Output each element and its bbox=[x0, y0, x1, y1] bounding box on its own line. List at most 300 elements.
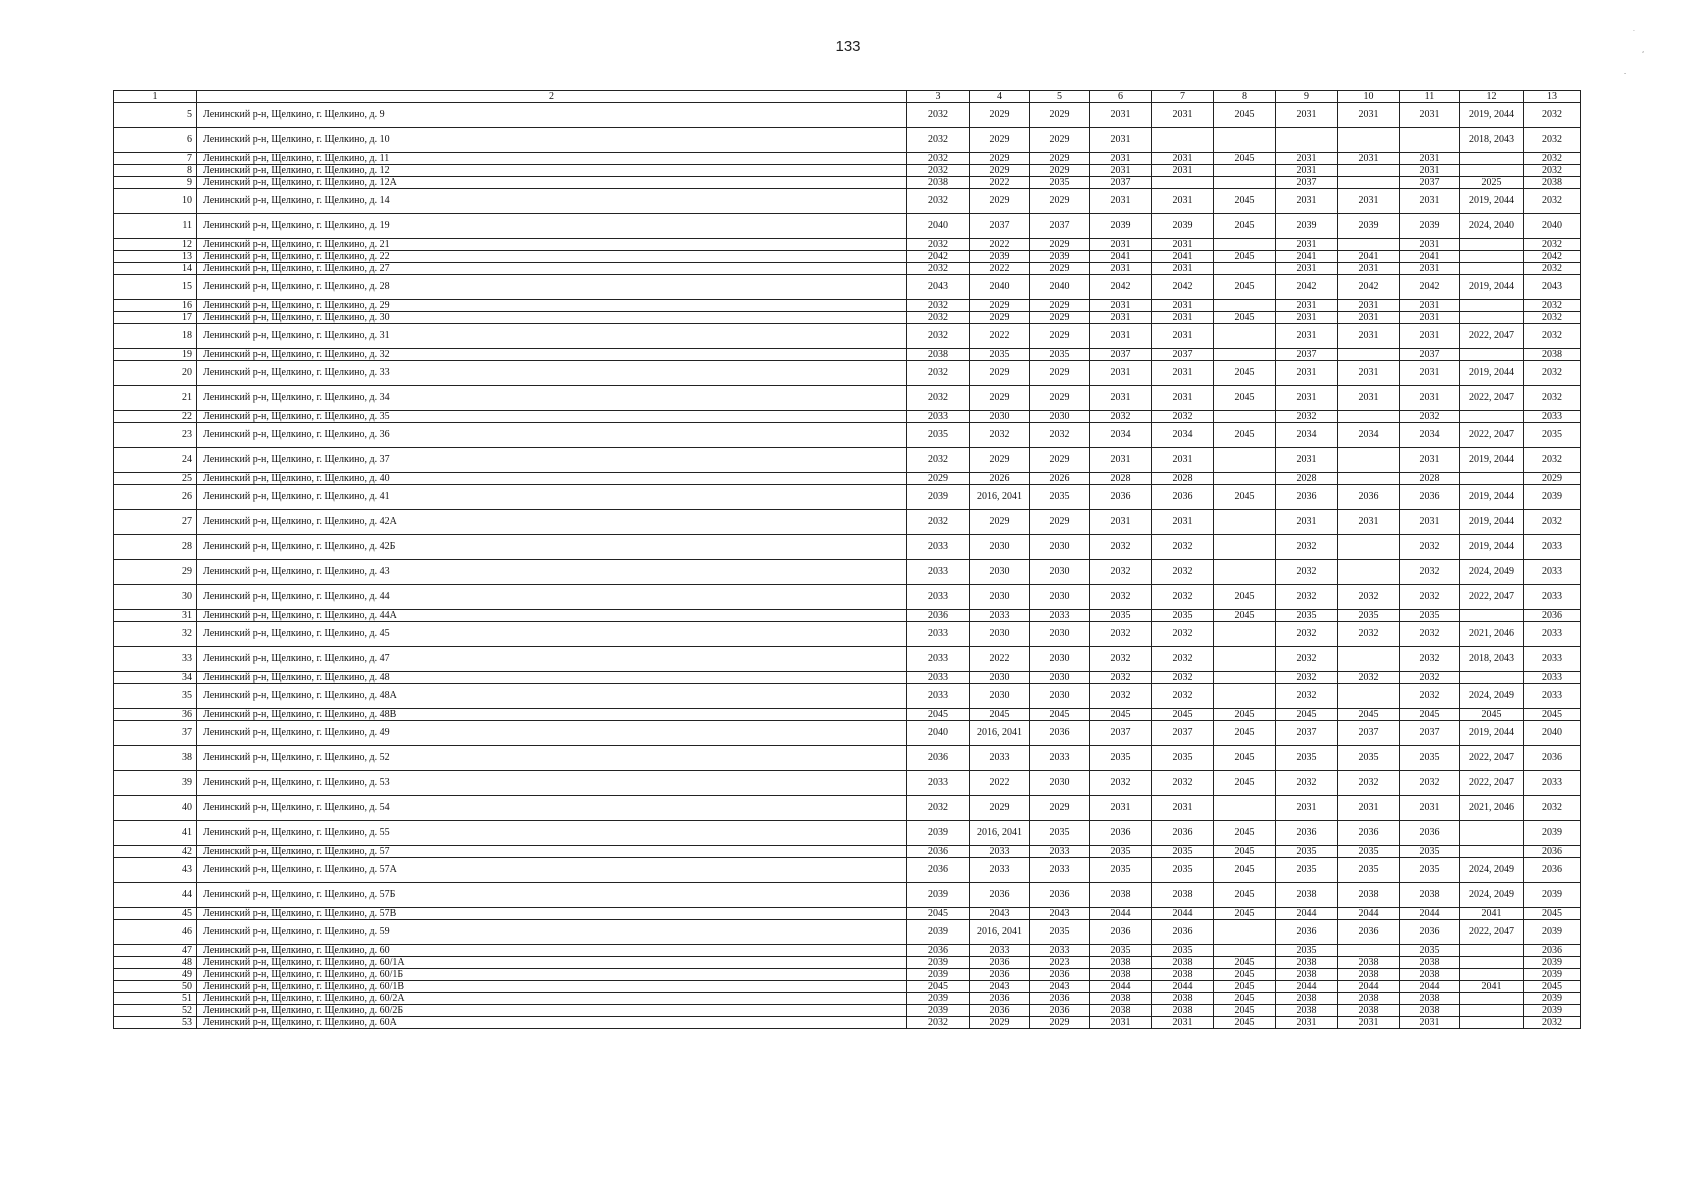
year-cell: 2045 bbox=[1214, 981, 1276, 993]
year-cell bbox=[1338, 448, 1400, 473]
address-cell: Ленинский р-н, Щелкино, г. Щелкино, д. 35 bbox=[197, 411, 907, 423]
year-cell: 2035 bbox=[1030, 821, 1090, 846]
year-cell bbox=[1214, 324, 1276, 349]
year-cell: 2039 bbox=[907, 1005, 970, 1017]
year-cell: 2016, 2041 bbox=[970, 485, 1030, 510]
year-cell: 2041 bbox=[1276, 251, 1338, 263]
year-cell: 2030 bbox=[1030, 411, 1090, 423]
year-cell: 2035 bbox=[1400, 945, 1460, 957]
year-cell: 2039 bbox=[1276, 214, 1338, 239]
year-cell: 2033 bbox=[970, 846, 1030, 858]
year-cell: 2032 bbox=[1276, 771, 1338, 796]
year-cell: 2039 bbox=[1524, 883, 1581, 908]
year-cell: 2019, 2044 bbox=[1460, 275, 1524, 300]
year-cell: 2024, 2049 bbox=[1460, 858, 1524, 883]
year-cell bbox=[1152, 177, 1214, 189]
year-cell: 2031 bbox=[1276, 103, 1338, 128]
year-cell: 2031 bbox=[1090, 361, 1152, 386]
year-cell: 2045 bbox=[1214, 275, 1276, 300]
table-row bbox=[114, 684, 1581, 709]
table-row bbox=[114, 672, 1581, 684]
year-cell: 2042 bbox=[1090, 275, 1152, 300]
year-cell: 2035 bbox=[1030, 177, 1090, 189]
year-cell: 2032 bbox=[1524, 448, 1581, 473]
address-cell: Ленинский р-н, Щелкино, г. Щелкино, д. 32 bbox=[197, 349, 907, 361]
row-number-cell: 9 bbox=[114, 177, 197, 189]
year-cell: 2036 bbox=[1090, 920, 1152, 945]
year-cell: 2032 bbox=[907, 1017, 970, 1029]
row-number-cell: 11 bbox=[114, 214, 197, 239]
table-row bbox=[114, 300, 1581, 312]
address-cell: Ленинский р-н, Щелкино, г. Щелкино, д. 34 bbox=[197, 386, 907, 411]
year-cell: 2031 bbox=[1400, 386, 1460, 411]
table-row bbox=[114, 771, 1581, 796]
year-cell: 2022, 2047 bbox=[1460, 386, 1524, 411]
year-cell: 2035 bbox=[1090, 746, 1152, 771]
year-cell: 2043 bbox=[907, 275, 970, 300]
year-cell: 2035 bbox=[1338, 846, 1400, 858]
year-cell: 2035 bbox=[1152, 945, 1214, 957]
address-cell: Ленинский р-н, Щелкино, г. Щелкино, д. 31 bbox=[197, 324, 907, 349]
row-number-cell: 45 bbox=[114, 908, 197, 920]
year-cell: 2036 bbox=[907, 610, 970, 622]
year-cell: 2035 bbox=[1030, 920, 1090, 945]
year-cell: 2032 bbox=[1152, 585, 1214, 610]
table-row bbox=[114, 746, 1581, 771]
year-cell: 2032 bbox=[1338, 622, 1400, 647]
table-row bbox=[114, 920, 1581, 945]
year-cell: 2029 bbox=[1030, 300, 1090, 312]
year-cell: 2038 bbox=[1152, 1005, 1214, 1017]
address-cell: Ленинский р-н, Щелкино, г. Щелкино, д. 60/2А bbox=[197, 993, 907, 1005]
year-cell: 2035 bbox=[1338, 610, 1400, 622]
year-cell: 2042 bbox=[1276, 275, 1338, 300]
year-cell: 2029 bbox=[1524, 473, 1581, 485]
year-cell: 2033 bbox=[1524, 411, 1581, 423]
year-cell: 2025 bbox=[1460, 177, 1524, 189]
year-cell: 2030 bbox=[1030, 684, 1090, 709]
year-cell: 2045 bbox=[907, 981, 970, 993]
year-cell: 2033 bbox=[1030, 945, 1090, 957]
row-number-cell: 12 bbox=[114, 239, 197, 251]
year-cell: 2036 bbox=[1276, 821, 1338, 846]
year-cell: 2035 bbox=[1152, 846, 1214, 858]
row-number-cell: 36 bbox=[114, 709, 197, 721]
address-cell: Ленинский р-н, Щелкино, г. Щелкино, д. 27 bbox=[197, 263, 907, 275]
year-cell: 2032 bbox=[1400, 535, 1460, 560]
row-number-cell: 44 bbox=[114, 883, 197, 908]
year-cell: 2016, 2041 bbox=[970, 821, 1030, 846]
year-cell: 2032 bbox=[1276, 647, 1338, 672]
address-cell: Ленинский р-н, Щелкино, г. Щелкино, д. 10 bbox=[197, 128, 907, 153]
year-cell: 2033 bbox=[1524, 771, 1581, 796]
year-cell: 2045 bbox=[1214, 585, 1276, 610]
year-cell: 2038 bbox=[1338, 969, 1400, 981]
column-header: 10 bbox=[1338, 91, 1400, 103]
year-cell: 2034 bbox=[1152, 423, 1214, 448]
row-number-cell: 14 bbox=[114, 263, 197, 275]
year-cell: 2032 bbox=[1524, 300, 1581, 312]
table-row bbox=[114, 993, 1581, 1005]
year-cell: 2018, 2043 bbox=[1460, 647, 1524, 672]
year-cell: 2038 bbox=[1400, 969, 1460, 981]
row-number-cell: 33 bbox=[114, 647, 197, 672]
year-cell: 2031 bbox=[1400, 1017, 1460, 1029]
year-cell: 2030 bbox=[1030, 535, 1090, 560]
address-cell: Ленинский р-н, Щелкино, г. Щелкино, д. 36 bbox=[197, 423, 907, 448]
year-cell: 2029 bbox=[1030, 1017, 1090, 1029]
year-cell: 2032 bbox=[1090, 585, 1152, 610]
year-cell: 2033 bbox=[1524, 622, 1581, 647]
year-cell bbox=[1460, 672, 1524, 684]
year-cell: 2032 bbox=[907, 796, 970, 821]
year-cell: 2033 bbox=[1030, 858, 1090, 883]
year-cell bbox=[1338, 177, 1400, 189]
year-cell: 2033 bbox=[907, 535, 970, 560]
year-cell: 2036 bbox=[1276, 485, 1338, 510]
year-cell: 2039 bbox=[907, 993, 970, 1005]
address-cell: Ленинский р-н, Щелкино, г. Щелкино, д. 60/1В bbox=[197, 981, 907, 993]
year-cell: 2029 bbox=[1030, 312, 1090, 324]
column-header: 1 bbox=[114, 91, 197, 103]
year-cell: 2036 bbox=[1030, 969, 1090, 981]
year-cell: 2035 bbox=[1152, 746, 1214, 771]
year-cell: 2036 bbox=[1524, 846, 1581, 858]
year-cell: 2042 bbox=[1400, 275, 1460, 300]
year-cell: 2039 bbox=[1524, 993, 1581, 1005]
row-number-cell: 46 bbox=[114, 920, 197, 945]
year-cell: 2035 bbox=[1524, 423, 1581, 448]
table-row bbox=[114, 214, 1581, 239]
year-cell: 2032 bbox=[1524, 239, 1581, 251]
year-cell: 2029 bbox=[1030, 448, 1090, 473]
table-row bbox=[114, 251, 1581, 263]
year-cell: 2031 bbox=[1152, 1017, 1214, 1029]
year-cell: 2032 bbox=[1152, 411, 1214, 423]
address-cell: Ленинский р-н, Щелкино, г. Щелкино, д. 30 bbox=[197, 312, 907, 324]
year-cell: 2038 bbox=[1276, 1005, 1338, 1017]
year-cell: 2032 bbox=[907, 165, 970, 177]
year-cell: 2038 bbox=[1090, 969, 1152, 981]
year-cell bbox=[1460, 263, 1524, 275]
year-cell: 2032 bbox=[1524, 263, 1581, 275]
row-number-cell: 39 bbox=[114, 771, 197, 796]
year-cell: 2035 bbox=[1400, 746, 1460, 771]
address-cell: Ленинский р-н, Щелкино, г. Щелкино, д. 60/1Б bbox=[197, 969, 907, 981]
year-cell: 2028 bbox=[1276, 473, 1338, 485]
table-row bbox=[114, 411, 1581, 423]
year-cell: 2035 bbox=[1400, 610, 1460, 622]
table-row bbox=[114, 386, 1581, 411]
year-cell: 2045 bbox=[1214, 709, 1276, 721]
year-cell: 2031 bbox=[1152, 165, 1214, 177]
year-cell: 2032 bbox=[1030, 423, 1090, 448]
year-cell: 2032 bbox=[907, 324, 970, 349]
year-cell: 2035 bbox=[1276, 610, 1338, 622]
year-cell: 2035 bbox=[1276, 846, 1338, 858]
year-cell: 2029 bbox=[1030, 324, 1090, 349]
year-cell: 2030 bbox=[1030, 771, 1090, 796]
year-cell: 2045 bbox=[1338, 709, 1400, 721]
table-row bbox=[114, 610, 1581, 622]
year-cell: 2040 bbox=[1524, 721, 1581, 746]
column-header: 4 bbox=[970, 91, 1030, 103]
year-cell: 2038 bbox=[907, 349, 970, 361]
table-row bbox=[114, 423, 1581, 448]
year-cell: 2036 bbox=[907, 846, 970, 858]
year-cell: 2031 bbox=[1090, 189, 1152, 214]
year-cell: 2045 bbox=[1214, 1005, 1276, 1017]
year-cell: 2031 bbox=[1090, 153, 1152, 165]
year-cell: 2019, 2044 bbox=[1460, 721, 1524, 746]
address-cell: Ленинский р-н, Щелкино, г. Щелкино, д. 60А bbox=[197, 1017, 907, 1029]
address-cell: Ленинский р-н, Щелкино, г. Щелкино, д. 41 bbox=[197, 485, 907, 510]
year-cell: 2036 bbox=[1338, 485, 1400, 510]
year-cell: 2022, 2047 bbox=[1460, 746, 1524, 771]
year-cell: 2034 bbox=[1090, 423, 1152, 448]
year-cell: 2031 bbox=[1276, 1017, 1338, 1029]
year-cell: 2035 bbox=[1090, 610, 1152, 622]
year-cell: 2036 bbox=[970, 883, 1030, 908]
year-cell: 2038 bbox=[1276, 957, 1338, 969]
year-cell: 2031 bbox=[1400, 103, 1460, 128]
year-cell bbox=[1214, 128, 1276, 153]
year-cell: 2032 bbox=[1524, 312, 1581, 324]
year-cell: 2036 bbox=[1152, 485, 1214, 510]
year-cell: 2045 bbox=[1214, 189, 1276, 214]
year-cell bbox=[1214, 945, 1276, 957]
year-cell: 2039 bbox=[907, 969, 970, 981]
year-cell: 2032 bbox=[1276, 560, 1338, 585]
year-cell: 2031 bbox=[1400, 448, 1460, 473]
year-cell: 2045 bbox=[1276, 709, 1338, 721]
year-cell: 2024, 2049 bbox=[1460, 684, 1524, 709]
year-cell: 2032 bbox=[1276, 535, 1338, 560]
year-cell: 2032 bbox=[907, 448, 970, 473]
address-cell: Ленинский р-н, Щелкино, г. Щелкино, д. 52 bbox=[197, 746, 907, 771]
year-cell: 2032 bbox=[1524, 361, 1581, 386]
year-cell: 2036 bbox=[970, 969, 1030, 981]
row-number-cell: 25 bbox=[114, 473, 197, 485]
year-cell: 2029 bbox=[1030, 103, 1090, 128]
table-row bbox=[114, 128, 1581, 153]
year-cell: 2033 bbox=[970, 945, 1030, 957]
year-cell: 2021, 2046 bbox=[1460, 622, 1524, 647]
year-cell: 2039 bbox=[970, 251, 1030, 263]
year-cell: 2029 bbox=[1030, 165, 1090, 177]
year-cell: 2035 bbox=[907, 423, 970, 448]
table-row bbox=[114, 275, 1581, 300]
table-row bbox=[114, 1017, 1581, 1029]
year-cell: 2022, 2047 bbox=[1460, 585, 1524, 610]
table-row bbox=[114, 239, 1581, 251]
year-cell: 2031 bbox=[1338, 510, 1400, 535]
year-cell: 2044 bbox=[1338, 981, 1400, 993]
year-cell: 2037 bbox=[1090, 177, 1152, 189]
year-cell: 2031 bbox=[1276, 239, 1338, 251]
year-cell: 2030 bbox=[1030, 647, 1090, 672]
address-cell: Ленинский р-н, Щелкино, г. Щелкино, д. 60 bbox=[197, 945, 907, 957]
year-cell: 2031 bbox=[1338, 796, 1400, 821]
year-cell: 2030 bbox=[970, 535, 1030, 560]
year-cell: 2031 bbox=[1090, 300, 1152, 312]
address-cell: Ленинский р-н, Щелкино, г. Щелкино, д. 55 bbox=[197, 821, 907, 846]
year-cell: 2037 bbox=[1030, 214, 1090, 239]
year-cell: 2032 bbox=[1090, 411, 1152, 423]
year-cell bbox=[1214, 177, 1276, 189]
year-cell bbox=[1152, 128, 1214, 153]
year-cell: 2038 bbox=[1524, 177, 1581, 189]
year-cell: 2034 bbox=[1338, 423, 1400, 448]
year-cell: 2045 bbox=[1214, 969, 1276, 981]
year-cell bbox=[1338, 684, 1400, 709]
year-cell: 2045 bbox=[1214, 846, 1276, 858]
year-cell: 2033 bbox=[970, 746, 1030, 771]
year-cell: 2029 bbox=[970, 386, 1030, 411]
year-cell: 2024, 2049 bbox=[1460, 560, 1524, 585]
year-cell: 2036 bbox=[1030, 721, 1090, 746]
year-cell: 2032 bbox=[1152, 672, 1214, 684]
year-cell: 2032 bbox=[1090, 684, 1152, 709]
year-cell: 2038 bbox=[1338, 883, 1400, 908]
year-cell: 2038 bbox=[1400, 957, 1460, 969]
year-cell: 2038 bbox=[1338, 957, 1400, 969]
year-cell: 2029 bbox=[1030, 361, 1090, 386]
year-cell: 2032 bbox=[1400, 622, 1460, 647]
year-cell: 2031 bbox=[1400, 361, 1460, 386]
year-cell bbox=[1214, 448, 1276, 473]
year-cell: 2038 bbox=[1152, 969, 1214, 981]
year-cell: 2038 bbox=[1090, 883, 1152, 908]
address-cell: Ленинский р-н, Щелкино, г. Щелкино, д. 57Б bbox=[197, 883, 907, 908]
row-number-cell: 6 bbox=[114, 128, 197, 153]
year-cell bbox=[1214, 684, 1276, 709]
year-cell: 2032 bbox=[1152, 622, 1214, 647]
year-cell: 2045 bbox=[1214, 993, 1276, 1005]
year-cell: 2035 bbox=[1276, 945, 1338, 957]
year-cell: 2045 bbox=[1214, 610, 1276, 622]
year-cell bbox=[1214, 796, 1276, 821]
year-cell: 2032 bbox=[1524, 103, 1581, 128]
year-cell: 2045 bbox=[1214, 721, 1276, 746]
year-cell: 2044 bbox=[1276, 908, 1338, 920]
year-cell: 2035 bbox=[1090, 846, 1152, 858]
year-cell: 2036 bbox=[1030, 1005, 1090, 1017]
row-number-cell: 42 bbox=[114, 846, 197, 858]
row-number-cell: 47 bbox=[114, 945, 197, 957]
year-cell: 2036 bbox=[1400, 485, 1460, 510]
year-cell: 2029 bbox=[970, 796, 1030, 821]
year-cell: 2035 bbox=[1152, 610, 1214, 622]
table-row bbox=[114, 349, 1581, 361]
year-cell: 2032 bbox=[1338, 585, 1400, 610]
year-cell: 2045 bbox=[1524, 981, 1581, 993]
year-cell: 2031 bbox=[1152, 361, 1214, 386]
year-cell: 2029 bbox=[1030, 796, 1090, 821]
year-cell bbox=[1460, 610, 1524, 622]
year-cell bbox=[1214, 263, 1276, 275]
year-cell: 2024, 2040 bbox=[1460, 214, 1524, 239]
year-cell: 2045 bbox=[1214, 883, 1276, 908]
year-cell: 2033 bbox=[907, 622, 970, 647]
row-number-cell: 35 bbox=[114, 684, 197, 709]
year-cell: 2033 bbox=[907, 647, 970, 672]
year-cell: 2032 bbox=[1524, 796, 1581, 821]
year-cell: 2040 bbox=[1030, 275, 1090, 300]
year-cell: 2022 bbox=[970, 647, 1030, 672]
year-cell bbox=[1214, 672, 1276, 684]
year-cell: 2038 bbox=[1276, 969, 1338, 981]
year-cell: 2033 bbox=[1524, 585, 1581, 610]
address-cell: Ленинский р-н, Щелкино, г. Щелкино, д. 60/2Б bbox=[197, 1005, 907, 1017]
year-cell: 2031 bbox=[1400, 796, 1460, 821]
year-cell: 2022 bbox=[970, 263, 1030, 275]
year-cell: 2029 bbox=[970, 189, 1030, 214]
year-cell: 2022 bbox=[970, 239, 1030, 251]
year-cell: 2033 bbox=[907, 411, 970, 423]
year-cell bbox=[1214, 239, 1276, 251]
year-cell: 2022 bbox=[970, 324, 1030, 349]
year-cell: 2033 bbox=[907, 585, 970, 610]
year-cell: 2030 bbox=[970, 411, 1030, 423]
year-cell: 2045 bbox=[1214, 821, 1276, 846]
year-cell: 2037 bbox=[1338, 721, 1400, 746]
year-cell: 2032 bbox=[907, 300, 970, 312]
year-cell: 2033 bbox=[970, 858, 1030, 883]
year-cell: 2036 bbox=[1090, 821, 1152, 846]
year-cell: 2031 bbox=[1338, 361, 1400, 386]
year-cell: 2031 bbox=[1276, 263, 1338, 275]
address-cell: Ленинский р-н, Щелкино, г. Щелкино, д. 44 bbox=[197, 585, 907, 610]
year-cell: 2031 bbox=[1152, 300, 1214, 312]
year-cell: 2031 bbox=[1090, 324, 1152, 349]
year-cell: 2033 bbox=[907, 684, 970, 709]
year-cell: 2044 bbox=[1152, 981, 1214, 993]
year-cell: 2032 bbox=[907, 103, 970, 128]
row-number-cell: 53 bbox=[114, 1017, 197, 1029]
year-cell: 2032 bbox=[1090, 672, 1152, 684]
year-cell: 2031 bbox=[1152, 239, 1214, 251]
year-cell: 2033 bbox=[1524, 684, 1581, 709]
table-row bbox=[114, 957, 1581, 969]
year-cell: 2019, 2044 bbox=[1460, 510, 1524, 535]
year-cell: 2019, 2044 bbox=[1460, 189, 1524, 214]
year-cell: 2033 bbox=[1030, 746, 1090, 771]
year-cell: 2031 bbox=[1276, 324, 1338, 349]
year-cell: 2038 bbox=[1338, 1005, 1400, 1017]
year-cell: 2031 bbox=[1152, 103, 1214, 128]
table-row bbox=[114, 721, 1581, 746]
year-cell bbox=[1214, 411, 1276, 423]
row-number-cell: 37 bbox=[114, 721, 197, 746]
address-cell: Ленинский р-н, Щелкино, г. Щелкино, д. 57 bbox=[197, 846, 907, 858]
year-cell: 2022, 2047 bbox=[1460, 771, 1524, 796]
year-cell: 2031 bbox=[1152, 448, 1214, 473]
row-number-cell: 31 bbox=[114, 610, 197, 622]
year-cell: 2032 bbox=[1276, 585, 1338, 610]
column-header: 5 bbox=[1030, 91, 1090, 103]
year-cell: 2032 bbox=[1090, 771, 1152, 796]
year-cell: 2036 bbox=[1524, 858, 1581, 883]
table-row bbox=[114, 324, 1581, 349]
year-cell: 2037 bbox=[1276, 721, 1338, 746]
year-cell: 2031 bbox=[1400, 165, 1460, 177]
year-cell: 2039 bbox=[1524, 485, 1581, 510]
year-cell: 2032 bbox=[1524, 386, 1581, 411]
table-row bbox=[114, 969, 1581, 981]
row-number-cell: 32 bbox=[114, 622, 197, 647]
year-cell bbox=[1460, 846, 1524, 858]
